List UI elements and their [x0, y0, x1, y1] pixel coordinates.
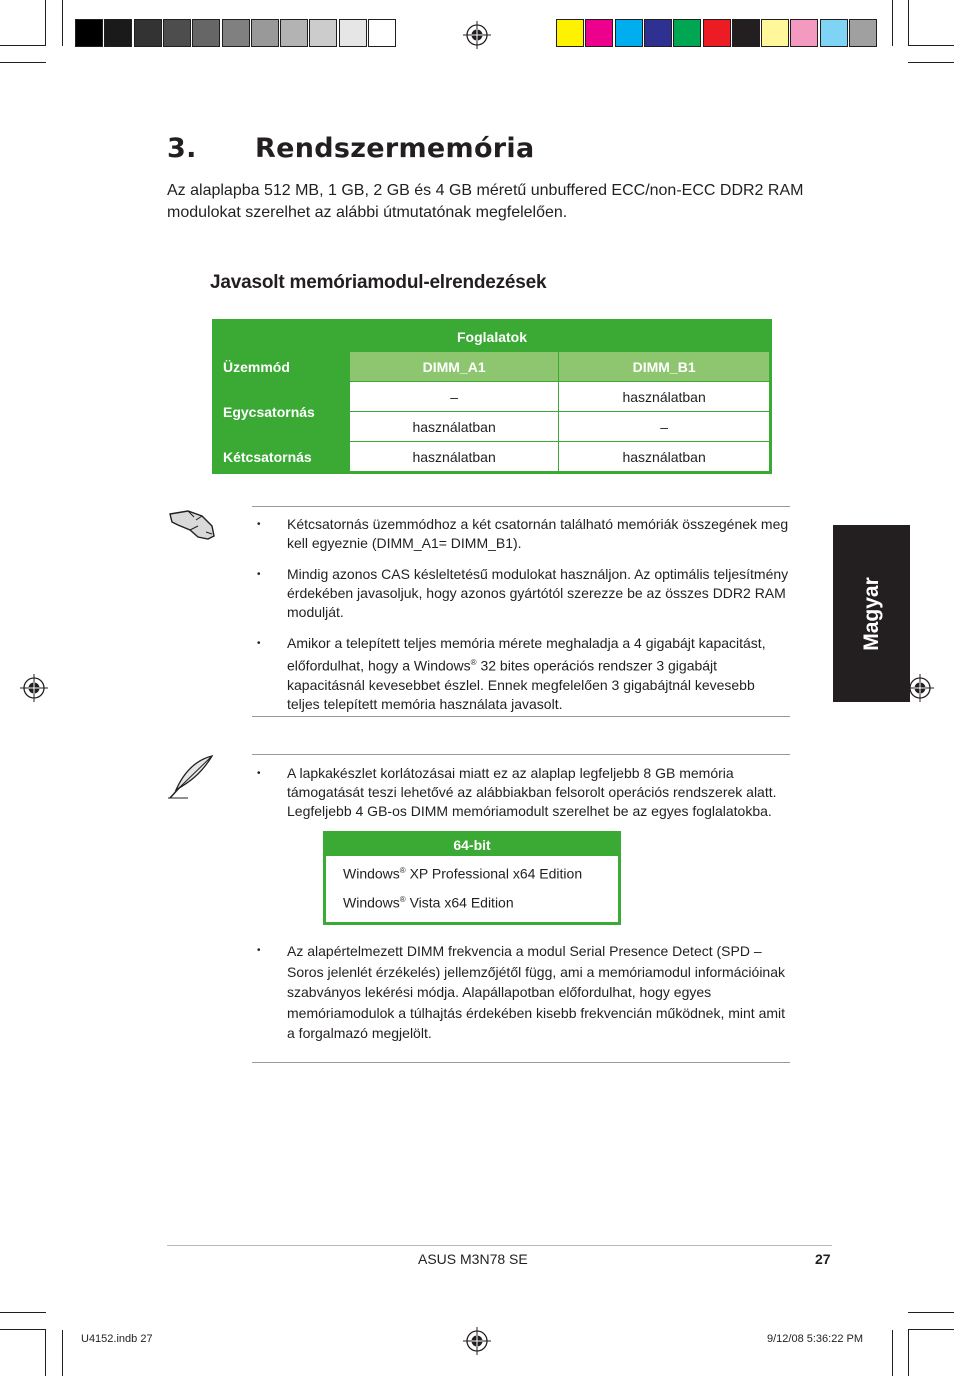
- color-swatch: [585, 19, 613, 47]
- os-edition: Vista x64 Edition: [405, 894, 514, 911]
- color-swatch: [820, 19, 848, 47]
- os-name: Windows: [343, 894, 400, 911]
- slug-file: U4152.indb 27: [81, 1333, 153, 1345]
- divider: [252, 716, 790, 717]
- list-item-text: Amikor a telepített teljes memória mérete meghaladja a 4 gigabájt kapacitást, előfordulhat, hogy a Windows: [287, 635, 766, 674]
- page-number: 27: [815, 1251, 831, 1267]
- crop-mark: [892, 1330, 893, 1376]
- registered-mark: ®: [399, 895, 406, 904]
- page-title: [167, 133, 534, 164]
- language-tab-label: Magyar: [859, 576, 883, 651]
- section-number: 3.: [167, 133, 197, 164]
- color-swatch: [732, 19, 760, 47]
- table-column-header: 64-bit: [325, 833, 620, 857]
- table-row: [325, 889, 620, 924]
- registered-mark: ®: [470, 658, 477, 667]
- table-cell: használatban: [350, 442, 559, 473]
- list-item: • Mindig azonos CAS késleltetésű modulokat használjon. Az optimális teljesítmény érdekében javasoljuk, hogy azonos gyártótól szerezze be az összes DDR2 RAM modulját.: [252, 565, 790, 622]
- table-cell: használatban: [559, 382, 771, 412]
- divider: [252, 1062, 790, 1063]
- color-swatch: [556, 19, 584, 47]
- crop-mark: [908, 45, 954, 46]
- color-swatch: [192, 19, 220, 47]
- table-row-label: Kétcsatornás: [214, 442, 350, 473]
- crop-mark: [908, 1329, 954, 1330]
- color-swatch: [75, 19, 103, 47]
- table-cell: –: [559, 412, 771, 442]
- crop-mark: [0, 1329, 46, 1330]
- divider: [252, 754, 790, 755]
- color-swatch: [368, 19, 396, 47]
- divider: [252, 506, 790, 507]
- crop-mark: [0, 45, 46, 46]
- list-item: [252, 764, 790, 925]
- crop-mark: [892, 0, 893, 46]
- language-tab: [833, 525, 910, 702]
- slug-date: 9/12/08 5:36:22 PM: [767, 1333, 864, 1345]
- crop-mark: [908, 1312, 954, 1313]
- list-item: • Kétcsatornás üzemmódhoz a két csatornán található memóriák összegének meg kell egyeznie (DIMM_A1= DIMM_B1).: [252, 515, 790, 553]
- registration-mark-icon: [463, 21, 491, 49]
- color-swatch: [104, 19, 132, 47]
- table-column-header: DIMM_A1: [350, 352, 559, 382]
- table-cell: használatban: [559, 442, 771, 473]
- note-block: [252, 515, 790, 726]
- color-swatch: [339, 19, 367, 47]
- crop-mark: [45, 0, 46, 46]
- os-name: Windows: [343, 865, 400, 882]
- os-table: [323, 831, 621, 925]
- footer-divider: [167, 1245, 832, 1246]
- color-swatch: [134, 19, 162, 47]
- color-swatch: [615, 19, 643, 47]
- list-item-text: A lapkakészlet korlátozásai miatt ez az alaplap legfeljebb 8 GB memória támogatását teszi lehetővé az alábbiakban felsorolt operációs rendszerek alatt. Legfeljebb 4 GB-os DIMM memóriamodult szerelhet be az egyes foglalatokba.: [287, 765, 777, 819]
- registration-mark-icon: [906, 674, 934, 702]
- table-row: [214, 382, 771, 412]
- color-swatch: [309, 19, 337, 47]
- color-swatch: [163, 19, 191, 47]
- table-row: [325, 856, 620, 889]
- list-item: [252, 634, 790, 714]
- section-title: Rendszermemória: [255, 133, 535, 164]
- footer-title: ASUS M3N78 SE: [418, 1251, 528, 1267]
- color-swatch: [673, 19, 701, 47]
- registered-mark: ®: [399, 866, 406, 876]
- registration-mark-icon: [20, 674, 48, 702]
- color-swatch: [222, 19, 250, 47]
- color-swatch: [790, 19, 818, 47]
- color-swatch: [849, 19, 877, 47]
- note-block: [252, 764, 790, 1056]
- crop-mark: [62, 0, 63, 46]
- intro-paragraph: Az alaplapba 512 MB, 1 GB, 2 GB és 4 GB méretű unbuffered ECC/non-ECC DDR2 RAM modulokat szerelhet az alábbi útmutatónak megfelelően.: [167, 182, 804, 221]
- color-swatch: [761, 19, 789, 47]
- table-cell: használatban: [350, 412, 559, 442]
- color-swatch: [251, 19, 279, 47]
- feather-pen-icon: [166, 754, 216, 800]
- table-column-header: Üzemmód: [214, 352, 350, 382]
- crop-mark: [0, 62, 46, 63]
- pointing-hand-icon: [168, 506, 218, 542]
- crop-mark: [0, 1312, 46, 1313]
- crop-mark: [45, 1330, 46, 1376]
- color-swatch: [280, 19, 308, 47]
- table-cell: –: [350, 382, 559, 412]
- list-item-text: 32 bites operációs rendszer 3 gigabájt kapacitásnál kevesebbet észlel. Ennek megfelelően 3 gigabájtnál kevesebb teljes telepített memória használata javasolt.: [287, 657, 755, 712]
- table-row: [214, 442, 771, 473]
- crop-mark: [908, 0, 909, 46]
- crop-mark: [908, 62, 954, 63]
- list-item: • Az alapértelmezett DIMM frekvencia a modul Serial Presence Detect (SPD – Soros jelenlét érzékelés) jellemzőjétől függ, ami a memóriamodul információinak szabványos lekérési módja. Alapállapotban előfordulhat, hogy egyes memóriamodulok a túlhajtás érdekében kisebb frekvencián működnek, mint amit a forgalmazó megjelölt.: [252, 941, 790, 1044]
- subheading: Javasolt memóriamodul-elrendezések: [210, 272, 547, 293]
- color-swatch: [644, 19, 672, 47]
- os-edition: XP Professional x64 Edition: [405, 865, 583, 882]
- memory-config-table: [212, 319, 772, 474]
- color-swatch: [703, 19, 731, 47]
- crop-mark: [62, 1330, 63, 1376]
- registration-mark-icon: [463, 1327, 491, 1355]
- crop-mark: [908, 1330, 909, 1376]
- table-row-label: Egycsatornás: [214, 382, 350, 442]
- table-group-header: Foglalatok: [214, 321, 771, 352]
- table-column-header: DIMM_B1: [559, 352, 771, 382]
